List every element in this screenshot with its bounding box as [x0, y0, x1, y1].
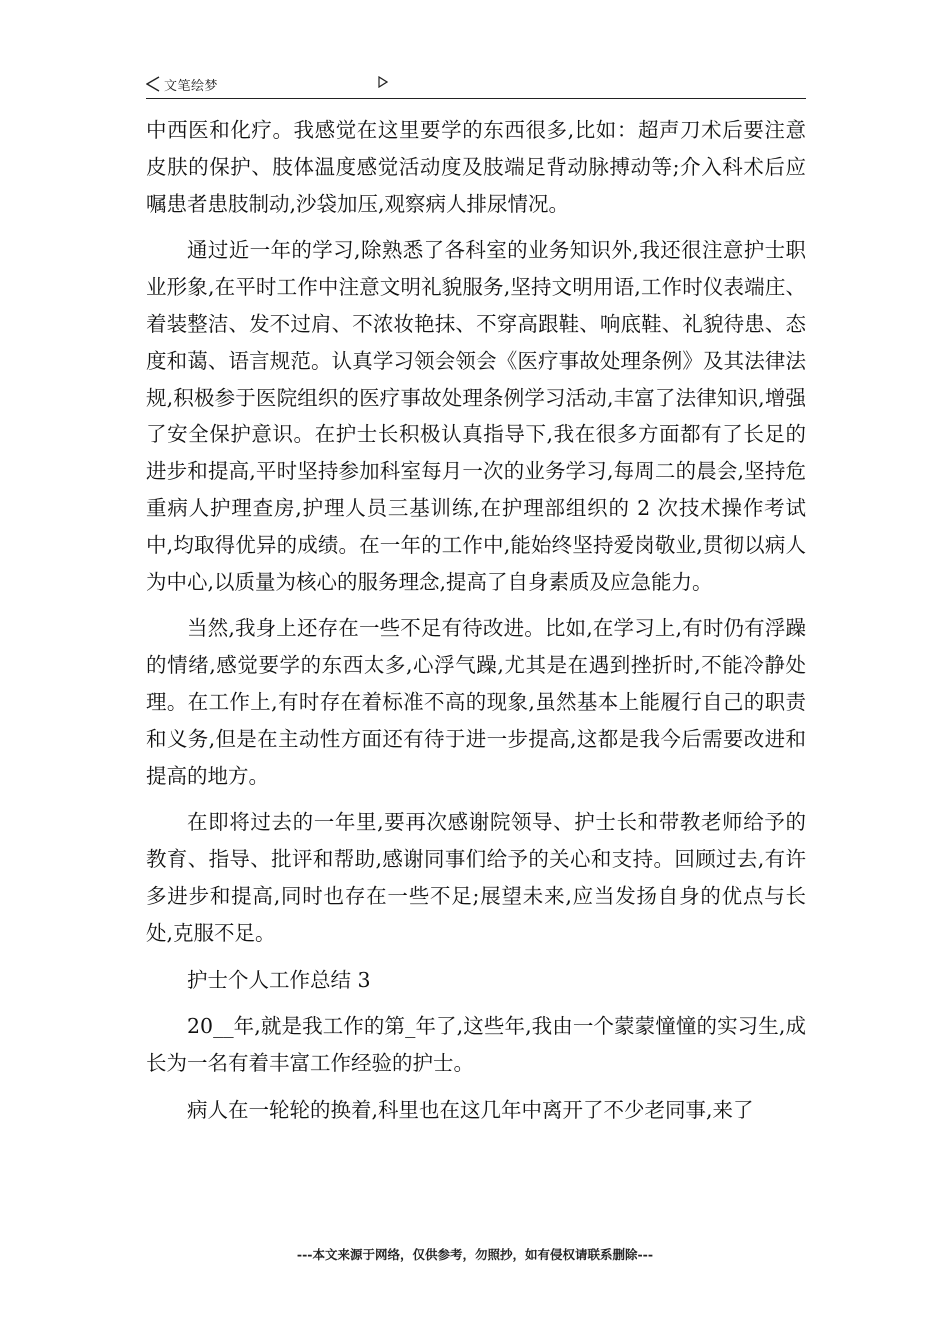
- section-heading: 护士个人工作总结 3: [187, 967, 371, 992]
- page-header: [146, 72, 806, 99]
- page-footer: ---本文来源于网络，仅供参考，勿照抄，如有侵权请联系删除---: [296, 1247, 654, 1262]
- paragraph-1: 中西医和化疗。我感觉在这里要学的东西很多,比如：超声刀术后要注意皮肤的保护、肢体温度感觉活动度及肢端足背动脉搏动等;介入科术后应嘱患者患肢制动,沙袋加压,观察病人排尿情况。: [146, 118, 806, 216]
- document-body: [146, 112, 806, 1139]
- triangle-left-icon: [146, 76, 160, 92]
- paragraph-2: 通过近一年的学习,除熟悉了各科室的业务知识外,我还很注意护士职业形象,在平时工作中注意文明礼貌服务,坚持文明用语,工作时仪表端庄、着装整洁、发不过肩、不浓妆艳抹、不穿高跟鞋、响底鞋、礼貌待患、态度和蔼、语言规范。认真学习领会领会《医疗事故处理条例》及其法律法规,积极参于医院组织的医疗事故处理条例学习活动,丰富了法律知识,增强了安全保护意识。在护士长积极认真指导下,我在很多方面都有了长足的进步和提高,平时坚持参加科室每月一次的业务学习,每周二的晨会,坚持危重病人护理查房,护理人员三基训练,在护理部组织的 2 次技术操作考试中,均取得优异的成绩。在一年的工作中,能始终坚持爱岗敬业,贯彻以病人为中心,以质量为核心的服务理念,提高了自身素质及应急能力。: [146, 238, 806, 594]
- paragraph-5: 20__年,就是我工作的第_年了,这些年,我由一个蒙蒙憧憧的实习生,成长为一名有着丰富工作经验的护士。: [146, 1014, 806, 1076]
- paragraph-6: 病人在一轮轮的换着,科里也在这几年中离开了不少老同事,来了: [187, 1097, 754, 1122]
- triangle-right-icon: [378, 76, 388, 88]
- paragraph-3: 当然,我身上还存在一些不足有待改进。比如,在学习上,有时仍有浮躁的情绪,感觉要学的东西太多,心浮气躁,尤其是在遇到挫折时,不能冷静处理。在工作上,有时存在着标准不高的现象,虽然基本上能履行自己的职责和义务,但是在主动性方面还有待于进一步提高,这都是我今后需要改进和提高的地方。: [146, 616, 806, 788]
- header-brand: 文笔绘梦: [164, 79, 219, 94]
- paragraph-4: 在即将过去的一年里,要再次感谢院领导、护士长和带教老师给予的教育、指导、批评和帮助,感谢同事们给予的关心和支持。回顾过去,有许多进步和提高,同时也存在一些不足;展望未来,应当发扬自身的优点与长处,克服不足。: [146, 810, 806, 945]
